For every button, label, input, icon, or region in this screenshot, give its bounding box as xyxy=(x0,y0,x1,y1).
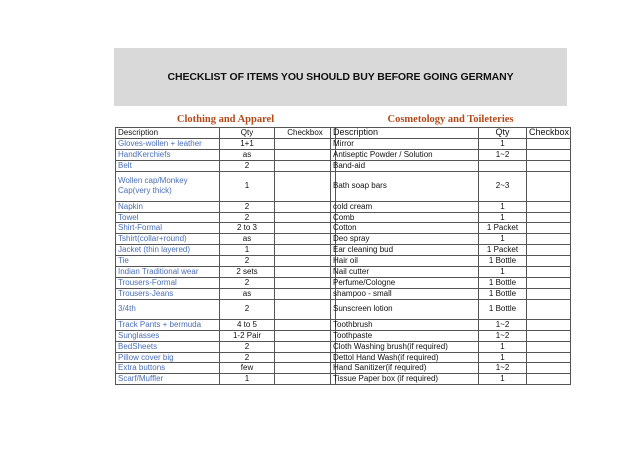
item-description: Perfume/Cologne xyxy=(331,277,479,288)
item-qty: 1 xyxy=(479,341,527,352)
item-qty: 1+1 xyxy=(220,138,275,149)
item-qty: 2 xyxy=(220,299,275,319)
item-qty: 1 xyxy=(479,374,527,385)
table-row xyxy=(116,288,336,299)
item-qty: as xyxy=(220,149,275,160)
item-checkbox[interactable] xyxy=(275,352,336,363)
item-qty: few xyxy=(220,363,275,374)
item-description: Deo spray xyxy=(331,234,479,245)
item-checkbox[interactable] xyxy=(527,138,571,149)
item-qty: 1 Packet xyxy=(479,245,527,256)
item-qty: 1 Bottle xyxy=(479,256,527,267)
table-row xyxy=(116,374,336,385)
item-checkbox[interactable] xyxy=(527,277,571,288)
item-description: Trousers-Jeans xyxy=(116,288,220,299)
item-checkbox[interactable] xyxy=(527,299,571,319)
item-checkbox[interactable] xyxy=(275,267,336,278)
item-checkbox[interactable] xyxy=(275,138,336,149)
title-banner xyxy=(114,48,567,106)
table-row xyxy=(116,256,336,267)
table-row xyxy=(331,223,571,234)
item-checkbox[interactable] xyxy=(275,160,336,171)
item-qty: 1 xyxy=(479,267,527,278)
item-qty: 1 xyxy=(479,212,527,223)
table-row xyxy=(116,245,336,256)
header-description: Description xyxy=(331,128,479,139)
item-description: BedSheets xyxy=(116,341,220,352)
item-qty: 1 xyxy=(479,352,527,363)
item-checkbox[interactable] xyxy=(275,374,336,385)
item-checkbox[interactable] xyxy=(275,223,336,234)
item-checkbox[interactable] xyxy=(275,330,336,341)
table-row xyxy=(331,245,571,256)
item-description: Extra buttons xyxy=(116,363,220,374)
item-checkbox[interactable] xyxy=(527,245,571,256)
item-description: Gloves-wollen + leather xyxy=(116,138,220,149)
table-row xyxy=(331,363,571,374)
item-description: Ear cleaning bud xyxy=(331,245,479,256)
item-checkbox[interactable] xyxy=(527,341,571,352)
clothing-table xyxy=(115,113,336,385)
item-description: Bath soap bars xyxy=(331,171,479,201)
item-qty: 2 xyxy=(220,212,275,223)
table-row xyxy=(116,363,336,374)
item-description: Tissue Paper box (if required) xyxy=(331,374,479,385)
item-checkbox[interactable] xyxy=(275,363,336,374)
item-description: Towel xyxy=(116,212,220,223)
item-description: Jacket (thin layered) xyxy=(116,245,220,256)
table-row xyxy=(116,201,336,212)
item-description: HandKerchiefs xyxy=(116,149,220,160)
section-title-clothing: Clothing and Apparel xyxy=(176,114,275,125)
item-qty: 1 xyxy=(220,171,275,201)
table-row xyxy=(331,288,571,299)
header-qty: Qty xyxy=(220,128,275,139)
item-checkbox[interactable] xyxy=(527,201,571,212)
item-qty: 1 xyxy=(220,374,275,385)
item-qty: 1 xyxy=(479,201,527,212)
item-description: Dettol Hand Wash(if required) xyxy=(331,352,479,363)
item-description: Track Pants + bermuda xyxy=(116,319,220,330)
table-row xyxy=(116,341,336,352)
item-description: Comb xyxy=(331,212,479,223)
table-row xyxy=(331,171,571,201)
item-qty: as xyxy=(220,234,275,245)
item-checkbox[interactable] xyxy=(275,277,336,288)
item-description: Napkin xyxy=(116,201,220,212)
table-row xyxy=(116,212,336,223)
table-row xyxy=(116,138,336,149)
item-description: Trousers-Formal xyxy=(116,277,220,288)
item-checkbox[interactable] xyxy=(275,256,336,267)
item-qty: 1 Bottle xyxy=(479,277,527,288)
table-row xyxy=(116,352,336,363)
table-row xyxy=(116,319,336,330)
table-row xyxy=(331,234,571,245)
item-description: Mirror xyxy=(331,138,479,149)
item-qty: 4 to 5 xyxy=(220,319,275,330)
section-title-cosmetology: Cosmetology and Toileteries xyxy=(387,114,514,125)
item-description: Scarf/Muffler xyxy=(116,374,220,385)
item-checkbox[interactable] xyxy=(527,234,571,245)
table-row xyxy=(116,149,336,160)
item-description: Nail cutter xyxy=(331,267,479,278)
item-description: Toothbrush xyxy=(331,319,479,330)
item-checkbox[interactable] xyxy=(275,149,336,160)
table-row xyxy=(331,330,571,341)
table-row xyxy=(331,149,571,160)
table-row xyxy=(331,341,571,352)
item-description: Tie xyxy=(116,256,220,267)
item-checkbox[interactable] xyxy=(275,201,336,212)
page-title: CHECKLIST OF ITEMS YOU SHOULD BUY BEFORE GOING GERMANY xyxy=(167,71,514,83)
table-row xyxy=(331,138,571,149)
table-row xyxy=(116,171,336,201)
item-checkbox[interactable] xyxy=(275,341,336,352)
header-qty: Qty xyxy=(479,128,527,139)
item-checkbox[interactable] xyxy=(527,267,571,278)
cosmetology-table xyxy=(330,113,571,385)
item-qty: 1~2 xyxy=(479,149,527,160)
item-description: Shirt-Formal xyxy=(116,223,220,234)
item-qty: 2 sets xyxy=(220,267,275,278)
item-description: Belt xyxy=(116,160,220,171)
item-checkbox[interactable] xyxy=(275,299,336,319)
table-row xyxy=(331,267,571,278)
table-row xyxy=(331,374,571,385)
item-checkbox[interactable] xyxy=(527,352,571,363)
item-checkbox[interactable] xyxy=(527,149,571,160)
table-row xyxy=(116,277,336,288)
table-row xyxy=(331,277,571,288)
item-qty: 2 xyxy=(220,256,275,267)
table-row xyxy=(331,299,571,319)
table-row xyxy=(116,223,336,234)
item-checkbox[interactable] xyxy=(527,374,571,385)
header-checkbox: Checkbox xyxy=(275,128,336,139)
item-description: Pillow cover big xyxy=(116,352,220,363)
item-qty: 2 xyxy=(220,341,275,352)
table-row xyxy=(116,160,336,171)
item-description: Sunscreen lotion xyxy=(331,299,479,319)
item-qty: 1 Packet xyxy=(479,223,527,234)
item-qty: 1~2 xyxy=(479,319,527,330)
item-checkbox[interactable] xyxy=(527,212,571,223)
item-description: shampoo - small xyxy=(331,288,479,299)
item-checkbox[interactable] xyxy=(275,234,336,245)
item-checkbox[interactable] xyxy=(527,256,571,267)
item-description: cold cream xyxy=(331,201,479,212)
item-checkbox[interactable] xyxy=(527,160,571,171)
header-checkbox: Checkbox xyxy=(527,128,571,139)
item-description: Tshirt(collar+round) xyxy=(116,234,220,245)
table-row xyxy=(331,212,571,223)
item-checkbox[interactable] xyxy=(527,171,571,201)
item-qty: 1 xyxy=(479,138,527,149)
item-qty: 2~3 xyxy=(479,171,527,201)
table-row xyxy=(331,160,571,171)
item-qty: 1 Bottle xyxy=(479,299,527,319)
item-qty xyxy=(479,160,527,171)
item-qty: 1 xyxy=(479,234,527,245)
item-description: Hand Sanitizer(if required) xyxy=(331,363,479,374)
item-qty: 2 xyxy=(220,352,275,363)
item-description: Band-aid xyxy=(331,160,479,171)
item-qty: 2 xyxy=(220,160,275,171)
item-qty: 2 to 3 xyxy=(220,223,275,234)
table-row xyxy=(331,352,571,363)
item-description: Cloth Washing brush(if required) xyxy=(331,341,479,352)
item-description: Indian Traditional wear xyxy=(116,267,220,278)
item-description: Wollen cap/Monkey Cap(very thick) xyxy=(116,171,220,201)
item-checkbox[interactable] xyxy=(527,288,571,299)
item-qty: 1~2 xyxy=(479,363,527,374)
table-row xyxy=(331,201,571,212)
item-description: Antiseptic Powder / Solution xyxy=(331,149,479,160)
item-qty: 2 xyxy=(220,201,275,212)
item-qty: 1~2 xyxy=(479,330,527,341)
item-description: Cotton xyxy=(331,223,479,234)
header-description: Description xyxy=(116,128,220,139)
item-qty: 1 xyxy=(220,245,275,256)
item-checkbox[interactable] xyxy=(275,171,336,201)
item-qty: 2 xyxy=(220,277,275,288)
item-description: Sunglasses xyxy=(116,330,220,341)
item-checkbox[interactable] xyxy=(275,288,336,299)
item-checkbox[interactable] xyxy=(527,363,571,374)
table-row xyxy=(116,234,336,245)
table-row xyxy=(331,256,571,267)
item-checkbox[interactable] xyxy=(527,319,571,330)
table-row xyxy=(331,319,571,330)
item-checkbox[interactable] xyxy=(275,319,336,330)
item-checkbox[interactable] xyxy=(527,223,571,234)
item-checkbox[interactable] xyxy=(275,212,336,223)
table-row xyxy=(116,299,336,319)
table-row xyxy=(116,330,336,341)
item-description: Hair oil xyxy=(331,256,479,267)
item-qty: 1-2 Pair xyxy=(220,330,275,341)
table-row xyxy=(116,267,336,278)
item-checkbox[interactable] xyxy=(527,330,571,341)
item-qty: as xyxy=(220,288,275,299)
item-qty: 1 Bottle xyxy=(479,288,527,299)
item-description: Toothpaste xyxy=(331,330,479,341)
item-description: 3/4th xyxy=(116,299,220,319)
item-checkbox[interactable] xyxy=(275,245,336,256)
